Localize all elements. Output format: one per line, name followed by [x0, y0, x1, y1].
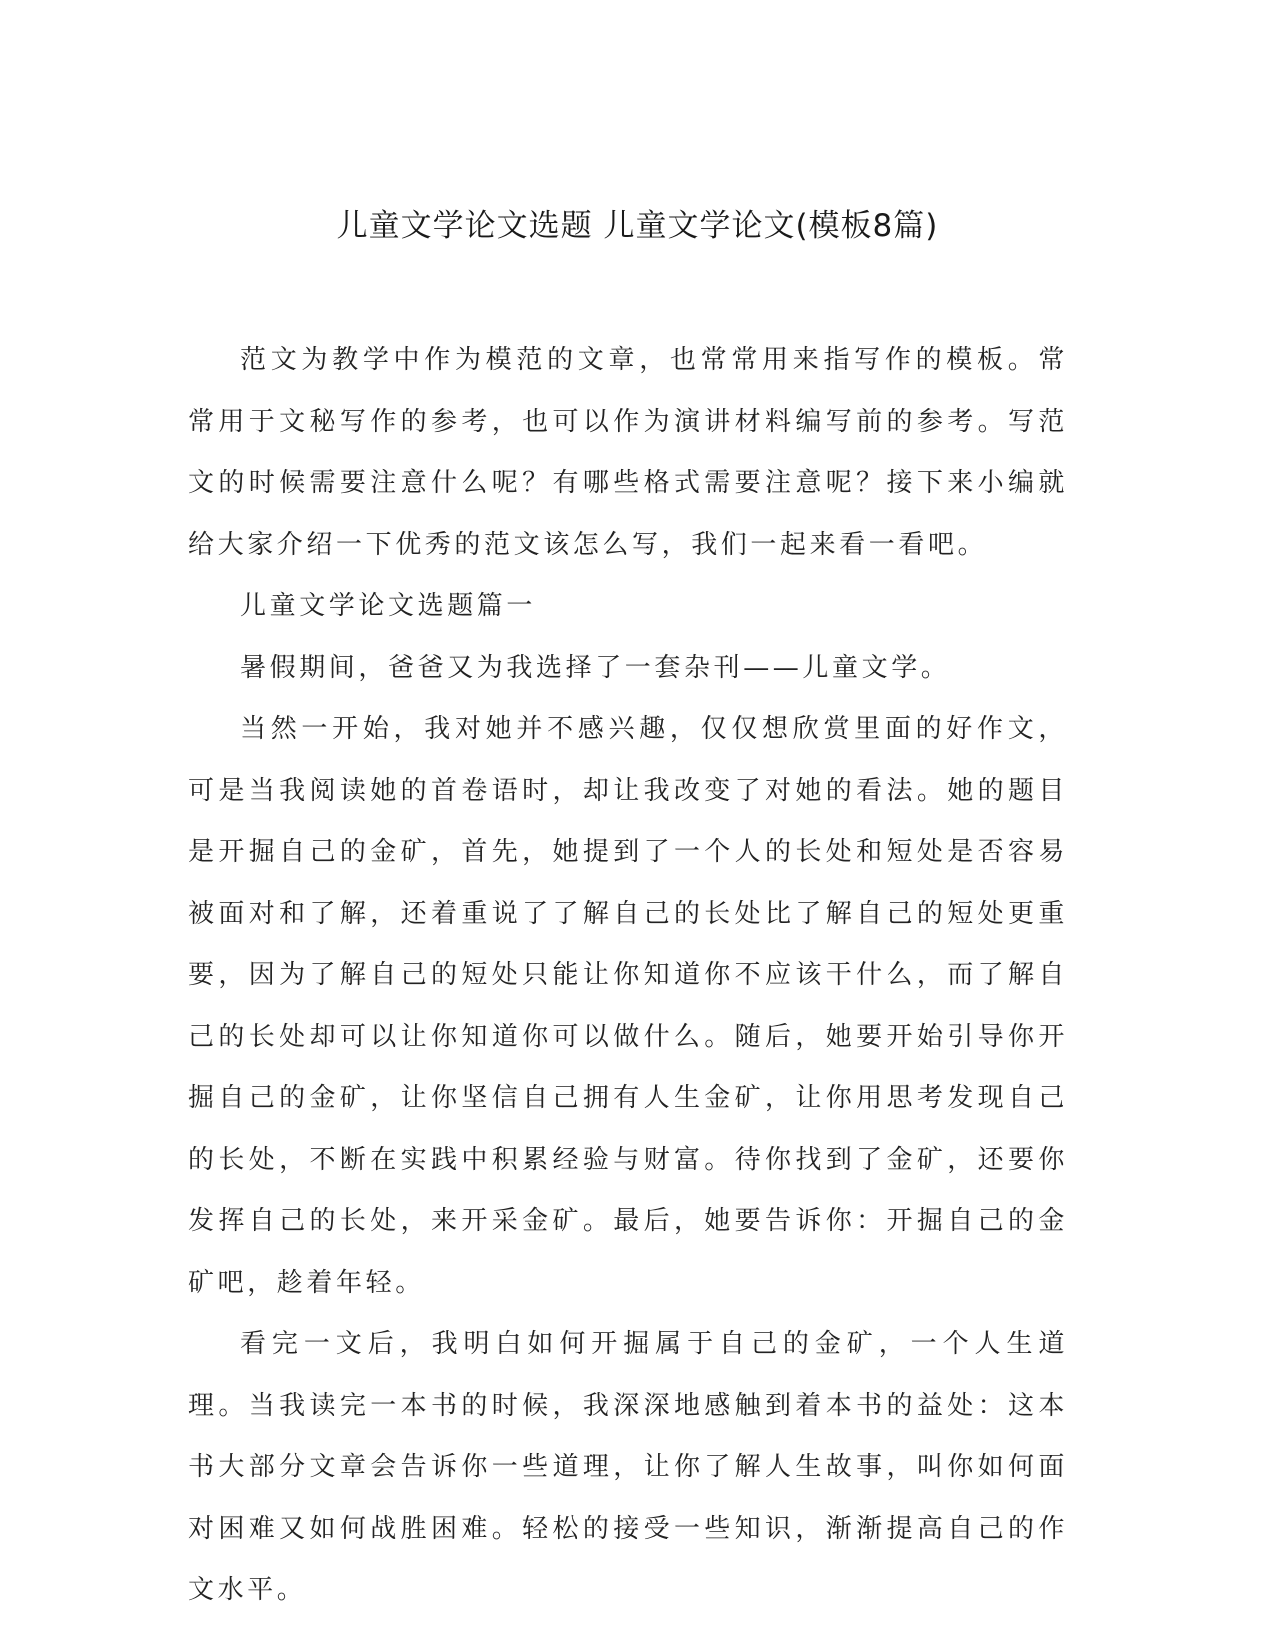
document-body [188, 330, 1068, 1622]
document-title: 儿童文学论文选题 儿童文学论文(模板8篇) [336, 208, 939, 244]
intro-paragraph: 范文为教学中作为模范的文章，也常常用来指写作的模板。常常用于文秘写作的参考，也可以作为演讲材料编写前的参考。写范文的时候需要注意什么呢？有哪些格式需要注意呢？接下来小编就给大家介绍一下优秀的范文该怎么写，我们一起来看一看吧。 [188, 345, 1068, 560]
body-paragraph: 当然一开始，我对她并不感兴趣，仅仅想欣赏里面的好作文，可是当我阅读她的首卷语时，却让我改变了对她的看法。她的题目是开掘自己的金矿，首先，她提到了一个人的长处和短处是否容易被面对和了解，还着重说了了解自己的长处比了解自己的短处更重要，因为了解自己的短处只能让你知道你不应该干什么，而了解自己的长处却可以让你知道你可以做什么。随后，她要开始引导你开掘自己的金矿，让你坚信自己拥有人生金矿，让你用思考发现自己的长处，不断在实践中积累经验与财富。待你找到了金矿，还要你发挥自己的长处，来开采金矿。最后，她要告诉你：开掘自己的金矿吧，趁着年轻。 [188, 714, 1068, 1298]
body-paragraph: 暑假期间，爸爸又为我选择了一套杂刊——儿童文学。 [240, 652, 951, 683]
body-paragraph: 看完一文后，我明白如何开掘属于自己的金矿，一个人生道理。当我读完一本书的时候，我深深地感触到着本书的益处：这本书大部分文章会告诉你一些道理，让你了解人生故事，叫你如何面对困难又如何战胜困难。轻松的接受一些知识，渐渐提高自己的作文水平。 [188, 1329, 1068, 1605]
section-heading: 儿童文学论文选题篇一 [240, 591, 537, 621]
